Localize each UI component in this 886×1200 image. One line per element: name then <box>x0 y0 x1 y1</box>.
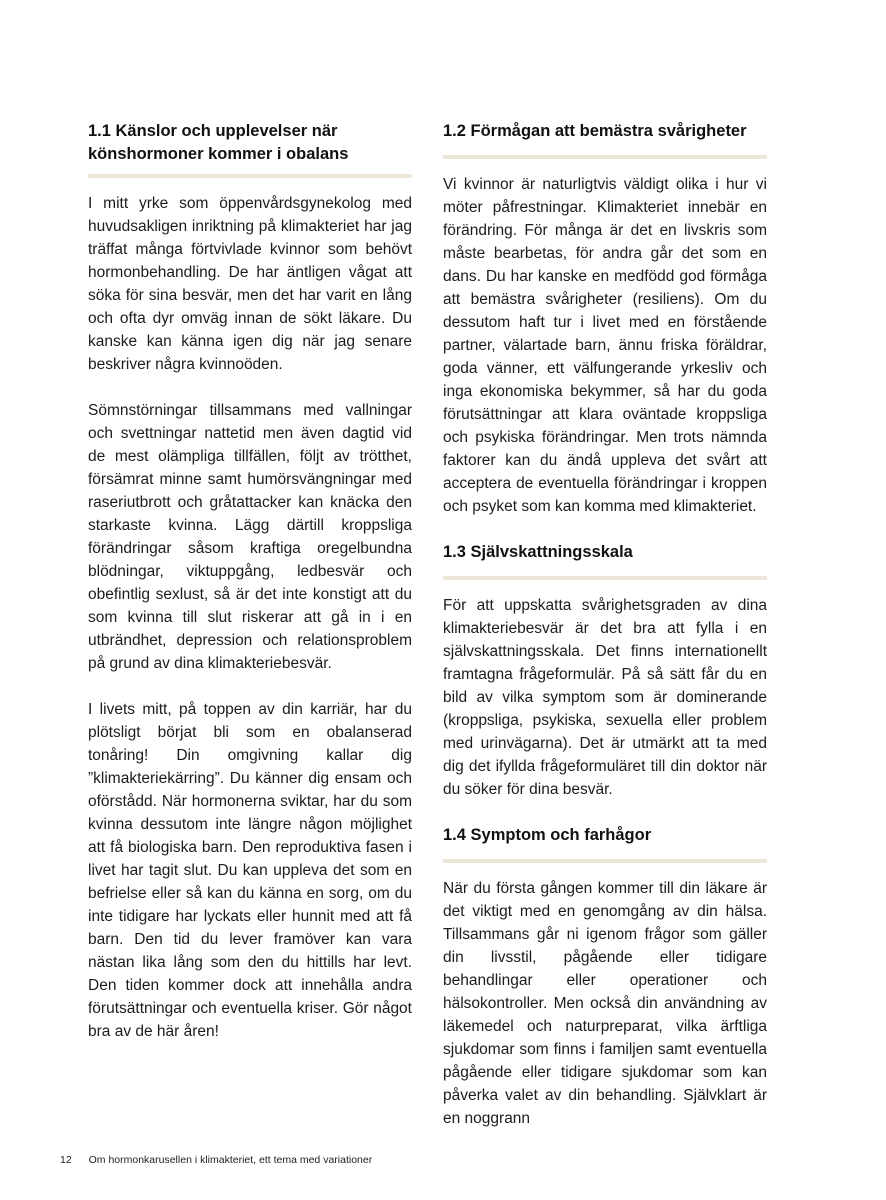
section-1-2 <box>443 120 767 518</box>
section-1-4 <box>443 824 767 1130</box>
right-column <box>443 120 767 1153</box>
page-footer <box>60 1154 372 1166</box>
paragraph-1: I mitt yrke som öppenvårdsgynekolog med huvudsakligen inriktning på klimakteriet har jag träffat många förtvivlade kvinnor som behövt hormonbehandling. De har äntligen vågat att söka för sina besvär, men det har varit en lång och ofta dyr omväg innan de sökt läkare. Du kanske kan känna igen dig när jag senare beskriver några kvinnoöden. <box>88 195 412 373</box>
section-heading-1-3: 1.3 Självskattningsskala <box>443 543 633 561</box>
section-text-1-4: När du första gången kommer till din läkare är det viktigt med en genomgång av din hälsa. Tillsammans går ni igenom frågor som gäller din livsstil, pågående eller tidigare behandlingar eller operationer och hälsokontroller. Men också din användning av läkemedel och naturpreparat, vilka ärftliga sjukdomar som finns i familjen samt eventuella pågående eller tidigare sjukdomar som kan påverka valet av din behandling. Självklart är en noggrann <box>443 880 767 1127</box>
section-heading-1-4: 1.4 Symptom och farhågor <box>443 826 652 844</box>
section-text-1-2: Vi kvinnor är naturligtvis väldigt olika i hur vi möter påfrestningar. Klimakteriet innebär en förändring. För många är det en livskris som måste bearbetas, för andra går det som en dans. Du har kanske en medfödd god förmåga att bemästra svårigheter (resiliens). Om du dessutom haft tur i livet med en förstående partner, välartade barn, ännu friska föräldrar, goda vänner, ett välfungerande yrkesliv och inga ekonomiska bekymmer, så har du goda förutsättningar att klara oväntade kroppsliga och psykiska förändringar. Men trots nämnda faktorer kan du ändå uppleva det svårt att acceptera de eventuella förändringar i kroppen och psyket som kan komma med klimakteriet. <box>443 176 767 515</box>
section-text-1-3: För att uppskatta svårighetsgraden av dina klimakteriebesvär är det bra att fylla i en självskattningsskala. Det finns internationellt framtagna frågeformulär. På så sätt får du en bild av vilka symptom som är dominerande (kroppsliga, psykiska, sexuella eller problem med urinvägarna). Det är utmärkt att ta med dig det ifyllda frågeformuläret till din doktor när du söker för dina besvär. <box>443 597 767 798</box>
paragraph-2: Sömnstörningar tillsammans med vallningar och svettningar nattetid men även dagtid vid de mest olämpliga tillfällen, följt av trötthet, försämrat minne samt humörsvängningar med raseriutbrott och gråtattacker kan knäcka den starkaste kvinna. Lägg därtill kroppsliga förändringar såsom kraftiga oregelbundna blödningar, viktuppgång, ledbesvär och obefintlig sexlust, så är det inte konstigt att du som kvinna till slut riskerar att gå in i en utbrändhet, depression och relationsproblem på grund av dina klimakteriebesvär. <box>88 402 412 672</box>
paragraph-3: I livets mitt, på toppen av din karriär, har du plötsligt börjat bli som en obalanserad tonåring! Din omgivning kallar dig ”klimakteriekärring”. Du känner dig ensam och oförstådd. När hormonerna sviktar, har du som kvinna dessutom inte längre någon möjlighet att få biologiska barn. Den reproduktiva fasen i livet har tagit slut. Du kan uppleva det som en befrielse eller så kan du känna en sorg, om du inte tidigare har lyckats eller hunnit med att få barn. Den tid du lever framöver kan vara nästan lika lång som den du hittills har levt. Den tiden kommer dock att innehålla andra förutsättningar och eventuella kriser. Gör något bra av de här åren! <box>88 701 412 1040</box>
section-heading-1-1: 1.1 Känslor och upplevelser när könshormoner kommer i obalans <box>88 122 349 163</box>
heading-rule <box>443 576 767 580</box>
heading-rule <box>443 155 767 159</box>
section-1-3 <box>443 541 767 801</box>
running-title: Om hormonkarusellen i klimakteriet, ett tema med variationer <box>88 1154 373 1166</box>
page-number: 12 <box>60 1154 72 1166</box>
left-column <box>88 120 412 1066</box>
section-heading-1-2: 1.2 Förmågan att bemästra svårigheter <box>443 122 747 140</box>
heading-rule <box>443 859 767 863</box>
heading-rule <box>88 174 412 178</box>
